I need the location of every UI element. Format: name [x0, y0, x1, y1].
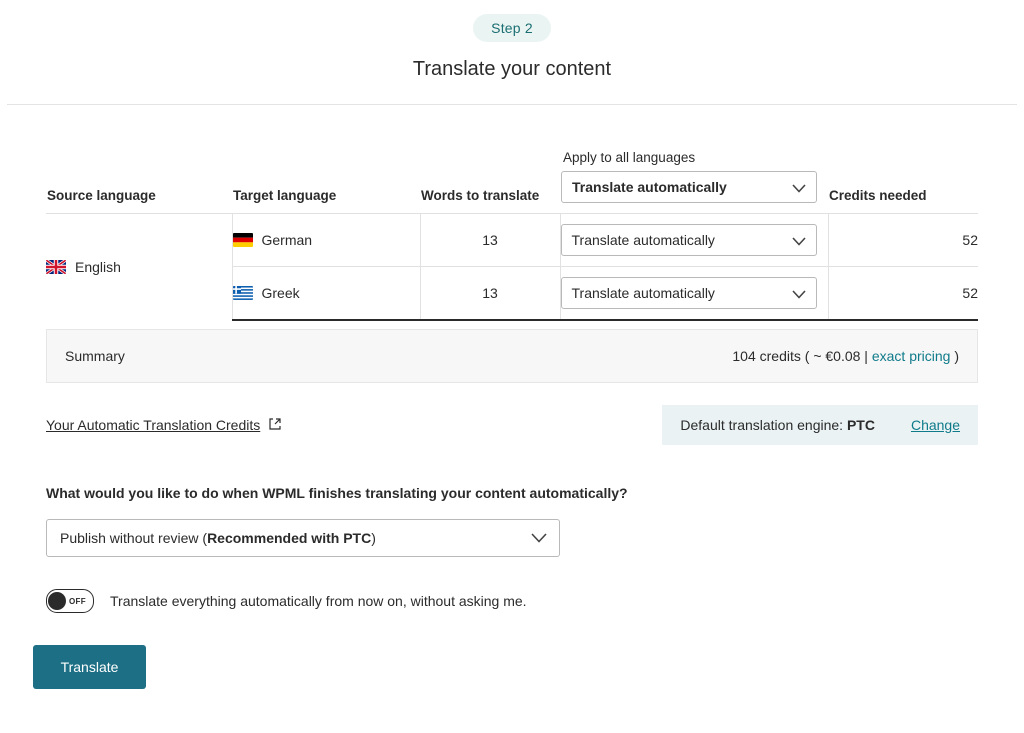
- chevron-down-icon: [792, 225, 806, 257]
- page-title: Translate your content: [412, 58, 612, 80]
- credits-link-label: Your Automatic Translation Credits: [46, 417, 261, 433]
- summary-bar: [46, 329, 978, 383]
- target-language-label: German: [261, 232, 313, 248]
- automatic-translation-credits-link[interactable]: [46, 417, 282, 434]
- default-engine-text: [680, 417, 875, 433]
- chevron-down-icon: [792, 278, 806, 310]
- target-language-cell: [232, 267, 420, 321]
- change-engine-link[interactable]: Change: [910, 417, 960, 433]
- summary-label: Summary: [65, 348, 125, 364]
- target-language-label: Greek: [261, 285, 300, 301]
- column-header-target: Target language: [233, 188, 337, 203]
- table-row: [46, 214, 978, 267]
- column-header-source: Source language: [47, 188, 156, 203]
- column-header-credits: Credits needed: [829, 188, 927, 203]
- apply-to-all-label: Apply to all languages: [563, 150, 696, 165]
- translate-button[interactable]: Translate: [33, 645, 146, 689]
- auto-translate-toggle-label: Translate everything automatically from now on, without asking me.: [110, 593, 527, 609]
- translation-table-area: [46, 105, 978, 321]
- row-mode-value: Translate automatically: [571, 285, 715, 301]
- source-language-label: English: [75, 259, 121, 275]
- toggle-knob: [48, 592, 66, 610]
- external-link-icon: [268, 417, 282, 434]
- default-engine-value: PTC: [846, 417, 875, 433]
- target-language-cell: [232, 214, 420, 267]
- row-mode-cell: [560, 267, 828, 321]
- exact-pricing-link[interactable]: exact pricing: [871, 348, 951, 364]
- auto-translate-toggle[interactable]: [46, 589, 94, 613]
- translation-table: [46, 149, 978, 321]
- step-badge: Step 2: [473, 14, 551, 42]
- review-mode-prefix: Publish without review (: [60, 530, 208, 546]
- review-mode-bold: Recommended with PTC: [207, 530, 372, 546]
- apply-to-all-value: Translate automatically: [572, 179, 727, 195]
- row-mode-select[interactable]: [561, 277, 817, 309]
- review-question-label: What would you like to do when WPML finishes translating your content automatically?: [46, 485, 628, 501]
- table-header-row: [46, 149, 978, 214]
- default-engine-box: [662, 405, 978, 445]
- row-mode-cell: [560, 214, 828, 267]
- apply-to-all-select[interactable]: [561, 171, 817, 203]
- toggle-state-label: OFF: [69, 596, 86, 606]
- column-header-apply: [560, 149, 828, 214]
- row-mode-value: Translate automatically: [571, 232, 715, 248]
- row-mode-select[interactable]: [561, 224, 817, 256]
- auto-translate-toggle-row: [46, 589, 978, 613]
- credits-engine-row: [46, 405, 978, 445]
- page-header: [0, 0, 1024, 81]
- default-engine-label: Default translation engine:: [680, 417, 844, 433]
- chevron-down-icon: [531, 520, 547, 556]
- review-mode-select[interactable]: [46, 519, 560, 557]
- words-cell: 13: [420, 214, 560, 267]
- summary-credits-text: 104 credits ( ~ €0.08 |: [732, 348, 868, 364]
- words-cell: 13: [420, 267, 560, 321]
- summary-credits: [732, 348, 959, 364]
- chevron-down-icon: [792, 172, 806, 204]
- flag-greece-icon: [233, 286, 253, 300]
- credits-cell: 52: [828, 267, 978, 321]
- source-language-cell: [46, 214, 232, 321]
- review-mode-suffix: ): [371, 530, 376, 546]
- column-header-words: Words to translate: [421, 188, 540, 203]
- flag-germany-icon: [233, 233, 253, 247]
- credits-cell: 52: [828, 214, 978, 267]
- summary-close-paren: ): [954, 348, 959, 364]
- flag-uk-icon: [46, 260, 66, 274]
